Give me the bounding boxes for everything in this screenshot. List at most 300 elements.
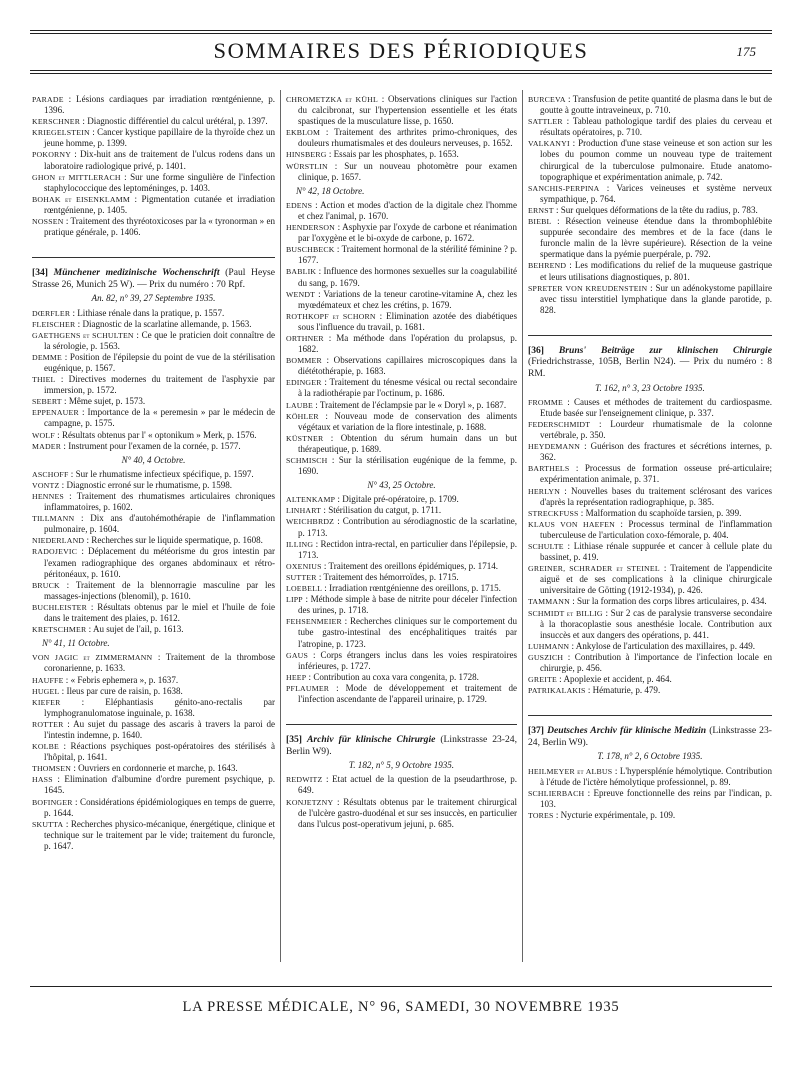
article-title: Recherches physico-mécanique, énergétique, clinique et technique sur le traitement par le vide; traitement du furoncle, p. 1647.	[44, 818, 275, 851]
article-title: Contribution au sérodiagnostic de la scarlatine, p. 1713.	[298, 516, 517, 538]
author: BUSCHBECK	[286, 245, 335, 255]
author: POKORNY	[32, 150, 72, 160]
article-title: Contribution à l'importance de l'infection locale en chirurgie, p. 456.	[540, 651, 773, 673]
article-title: Traitement des hémorroïdes, p. 1715.	[323, 571, 459, 582]
article-title: Irradiation rœntgénienne des oreillons, p. 1715.	[329, 583, 501, 594]
article-entry: TORES : Nycturie expérimentale, p. 109.	[528, 809, 676, 820]
article-entry: CHROMETZKA et KÜHL : Observations cliniques sur l'action du calcibronat, sur l'hypertension essentielle et les états spastiques de la musculature lisse, p. 1650.	[286, 94, 517, 127]
article-entry: HENNES : Traitement des rhumatismes articulaires chroniques inflammatoires, p. 1602.	[32, 491, 275, 513]
author: ERNST	[528, 205, 554, 215]
article-entry: LINHART : Stérilisation du catgut, p. 1711.	[286, 505, 442, 516]
article-entry: VALKANYI : Production d'une stase veineuse et son action sur les lobes du poumon comme un nouveau type de traitement chirurgical de la tuberculose pulmonaire. Etude anatomo-topographique et expérimentation animale, p. 742.	[528, 138, 772, 182]
article-entry: SCHMISCH : Sur la stérilisation eugénique de la femme, p. 1690.	[286, 455, 517, 477]
article-title: Diagnostic de la scarlatine allemande, p. 1563.	[82, 318, 252, 329]
article-entry: OXENIUS : Traitement des oreillons épidémiques, p. 1714.	[286, 560, 499, 571]
article-title: Déplacement du météorisme du gros intestin par l'examen radiographique des organes abdominaux et rétro-péritonéaux, p. 1610.	[44, 546, 275, 579]
article-entry: BEHREND : Les modifications du relief de la muqueuse gastrique et leurs utilisations diagnostiques, p. 801.	[528, 260, 772, 282]
journal-heading	[528, 345, 772, 380]
article-entry: FLEISCHER : Diagnostic de la scarlatine allemande, p. 1563.	[32, 318, 252, 329]
article-entry: SANCHIS-PERPINA : Varices veineuses et système nerveux sympathique, p. 764.	[528, 182, 773, 204]
journal-address: (Paul Heyse Strasse 26, Munich 25 W). — Prix du numéro : 70 Rpf.	[32, 267, 275, 290]
author: KERSCHNER	[32, 117, 81, 127]
issue-heading: N° 41, 11 Octobre.	[42, 638, 110, 649]
article-entry: EDENS : Action et modes d'action de la digitale chez l'homme et chez l'animal, p. 1670.	[286, 199, 517, 221]
article-title: Hématurie, p. 479.	[592, 685, 661, 696]
author: SANCHIS-PERPINA	[528, 183, 600, 193]
article-title: Nouvelles bases du traitement sclérosant des varices d'après la représentation radiographique, p. 385.	[540, 485, 773, 507]
article-entry: POKORNY : Dix-huit ans de traitement de l'ulcus rodens dans un laboratoire radiologique privé, p. 1401.	[32, 149, 275, 171]
article-entry: GREINER, SCHRADER et STEINEL : Traitement de l'appendicite aiguë et de ses complications à la clinique chirurgicale universitaire de Götting (1912-1934), p. 426.	[528, 563, 772, 596]
author: BOFINGER	[32, 797, 73, 807]
article-entry: BARTHELS : Processus de formation osseuse pré-articulaire; expérimentation animale, p. 371.	[528, 463, 773, 485]
author: HERLYN	[528, 486, 561, 496]
article-title: Cancer kystique papillaire de la thyroïde chez un jeune homme, p. 1399.	[44, 127, 275, 149]
article-entry: KERSCHNER : Diagnostic différentiel du calcul urétéral, p. 1397.	[32, 116, 268, 127]
article-entry: KRETSCHMER : Au sujet de l'ail, p. 1613.	[32, 624, 184, 635]
journal-title: Münchener medizinische Wochenschrift	[53, 267, 220, 279]
author: SKUTTA	[32, 819, 64, 829]
issue-heading: N° 40, 4 Octobre.	[121, 454, 186, 465]
article-entry: WÜRSTLIN : Sur un nouveau photomètre pour examen clinique, p. 1657.	[286, 160, 517, 182]
author: EKBLOM	[286, 128, 321, 138]
article-entry: FEDERSCHMIDT : Lourdeur rhumatismale de la colonne vertébrale, p. 350.	[528, 418, 772, 441]
author: HUGEL	[32, 686, 60, 696]
author: VALKANYI	[528, 139, 570, 149]
page-number: 175	[736, 44, 756, 59]
article-title: Elimination azotée des diabétiques sous l'influence du travail, p. 1681.	[298, 310, 517, 332]
article-entry: BABLIK : Influence des hormones sexuelles sur la coagulabilité du sang, p. 1679.	[286, 266, 517, 288]
article-title: Processus terminal de l'inflammation tuberculeuse de l'articulation coxo-fémorale, p. 404.	[540, 518, 772, 540]
author: LUHMANN	[528, 641, 570, 651]
article-title: Au sujet du passage des ascaris à travers la paroi de l'intestin indemne, p. 1640.	[44, 718, 275, 740]
article-entry: LIPP : Méthode simple à base de nitrite pour déceler l'infection des urines, p. 1718.	[286, 594, 517, 616]
article-title: Lésions cardiaques par irradiation rœntgénienne, p. 1396.	[44, 94, 275, 116]
article-title: Traitement des rhumatismes articulaires chroniques inflammatoires, p. 1602.	[44, 491, 275, 513]
article-title: Lithiase rénale dans la pratique, p. 1557.	[77, 307, 225, 318]
author: EDINGER	[286, 378, 322, 388]
article-title: Obtention du sérum humain dans un but thérapeutique, p. 1689.	[298, 432, 517, 454]
author: LAUBE	[286, 400, 313, 410]
author: TAMMANN	[528, 597, 570, 607]
article-title: Processus de formation osseuse pré-articulaire; expérimentation animale, p. 371.	[540, 463, 773, 485]
spacer	[528, 316, 772, 326]
journal-address: (Friedrichstrasse, 105B, Berlin N24). — Prix du numéro : 8 RM.	[528, 356, 772, 380]
article-entry: PARADE : Lésions cardiaques par irradiation rœntgénienne, p. 1396.	[32, 94, 275, 116]
author: BUCHLEISTER	[32, 602, 88, 612]
article-title: « Febris ephemera », p. 1637.	[70, 674, 179, 685]
article-title: Sur la stérilisation eugénique de la femme, p. 1690.	[298, 455, 517, 477]
article-title: Dix ans d'autohémothérapie de l'inflammation pulmonaire, p. 1604.	[44, 513, 275, 535]
article-title: Guérison des fractures et sécrétions internes, p. 362.	[540, 441, 772, 463]
author: RADOJEVIC	[32, 547, 78, 557]
author: SUTTER	[286, 572, 317, 582]
column-left	[32, 94, 275, 852]
article-entry: WENDT : Variations de la teneur carotine-vitamine A, chez les myœdémateux et chez les crétins, p. 1679.	[286, 288, 518, 310]
author: BOHAK et EISENKLAMM	[32, 194, 130, 204]
article-entry: EDINGER : Traitement du ténesme vésical ou rectal secondaire à la radiothérapie par l'octinum, p. 1686.	[286, 377, 517, 399]
author: REDWITZ	[286, 775, 323, 785]
author: DEMME	[32, 352, 63, 362]
journal-heading	[286, 734, 517, 757]
section-rule	[528, 715, 772, 716]
article-entry: ORTHNER : Ma méthode dans l'opération du prolapsus, p. 1682.	[286, 332, 517, 355]
header-rule	[30, 70, 772, 71]
article-entry: SATTLER : Tableau pathologique tardif des plaies du cerveau et résultats opératoires, p. 710.	[528, 116, 772, 138]
author: FEDERSCHMIDT	[528, 419, 591, 429]
journal-address: (Linkstrasse 23-24, Berlin W9).	[286, 734, 517, 757]
article-entry: SCHULTE : Lithiase rénale suppurée et cancer à cellule plate du bassinet, p. 419.	[528, 540, 772, 563]
article-entry: HINSBERG : Essais par les phosphates, p. 1653.	[286, 149, 459, 160]
spacer	[32, 238, 275, 248]
article-title: Traitement du ténesme vésical ou rectal secondaire à la radiothérapie par l'octinum, p. 1686.	[298, 377, 517, 399]
article-entry: GAUS : Corps étrangers inclus dans les voies respiratoires inférieures, p. 1727.	[286, 649, 517, 671]
page-title: SOMMAIRES DES PÉRIODIQUES	[213, 38, 589, 63]
article-entry: VON JAGIC et ZIMMERMANN : Traitement de la thrombose coronarienne, p. 1633.	[32, 652, 275, 674]
author: NIEDERLAND	[32, 536, 85, 546]
journal-title: Bruns' Beiträge zur klinischen Chirurgie	[558, 344, 772, 356]
author: KLAUS VON HAEFEN	[528, 519, 615, 529]
article-title: Eléphantiasis génito-ano-rectalis par lymphogranulomatose inguinale, p. 1638.	[44, 696, 275, 718]
article-entry: NOSSEN : Traitement des thyréotoxicoses par la « tyronorman » en pratique générale, p. 1406.	[32, 216, 276, 238]
article-entry: HAUFFE : « Febris ephemera », p. 1637.	[32, 674, 179, 685]
footer-rule	[30, 986, 772, 987]
author: KOLBE	[32, 742, 59, 752]
article-entry: TILLMANN : Dix ans d'autohémothérapie de l'inflammation pulmonaire, p. 1604.	[32, 513, 275, 535]
article-title: Rectidon intra-rectal, en particulier dans l'épilepsie, p. 1713.	[298, 538, 517, 560]
article-entry: SCHLIERBACH : Epreuve fonctionnelle des reins par l'indican, p. 103.	[528, 787, 772, 809]
article-title: Nycturie expérimentale, p. 109.	[560, 809, 676, 820]
author: SCHMIDT et BILLIG	[528, 608, 603, 618]
article-entry: GHON et MITTLERACH : Sur une forme singulière de l'infection staphylococcique des leptoméninges, p. 1403.	[32, 171, 275, 193]
article-entry: THOMSEN : Ouvriers en cordonnerie et marche, p. 1643.	[32, 763, 238, 774]
author: KÖHLER	[286, 411, 319, 421]
author: BABLIK	[286, 267, 317, 277]
article-entry: HENDERSON : Asphyxie par l'oxyde de carbone et réanimation par l'oxygène et le bi-oxyde de carbone, p. 1672.	[286, 222, 517, 244]
author: CHROMETZKA et KÜHL	[286, 95, 378, 104]
article-title: Au sujet de l'ail, p. 1613.	[92, 624, 184, 635]
article-entry: BUCHLEISTER : Résultats obtenus par le miel et l'huile de foie dans le traitement des plaies, p. 1612.	[32, 601, 275, 624]
article-entry: HEILMEYER et ALBUS : L'hyperspléníe hémolytique. Contribution à l'étude de l'ictère hémolytique professionnel, p. 89.	[528, 765, 773, 787]
issue-heading: T. 162, n° 3, 23 Octobre 1935.	[595, 382, 705, 393]
article-title: Lourdeur rhumatismale de la colonne vertébrale, p. 350.	[540, 418, 772, 441]
author: BURCEVA	[528, 95, 566, 104]
author: WOLF	[32, 430, 55, 440]
article-entry: THIEL : Directives modernes du traitement de l'asphyxie par immersion, p. 1572.	[32, 374, 275, 396]
author: WEICHBRDZ	[286, 517, 335, 527]
author: FEHSENMEIER	[286, 617, 342, 627]
article-entry: STRECKFUSS : Malformation du scaphoïde tarsien, p. 399.	[528, 507, 742, 518]
article-entry: FROMME : Causes et méthodes de traitement du cardiospasme. Etude basée sur l'enseignement clinique, p. 337.	[528, 396, 772, 418]
article-title: Résultats obtenus par le traitement chirurgical de l'ulcère gastro-duodénal et sur ses insuccès, en particulier dans l'ulcus post-operativum jejuni, p. 685.	[298, 796, 517, 829]
article-entry: DEMME : Position de l'épilepsie du point de vue de la stérilisation eugénique, p. 1567.	[32, 351, 275, 373]
author: HENNES	[32, 492, 64, 501]
article-entry: FEHSENMEIER : Recherches cliniques sur le comportement du tube gastro-intestinal des encéphalitiques traités par l'atropine, p. 1723.	[286, 616, 517, 649]
author: BOMMER	[286, 356, 322, 366]
author: VONTZ	[32, 480, 60, 490]
article-title: Réactions psychiques post-opératoires des stérilisés à l'hôpital, p. 1641.	[44, 741, 275, 763]
article-entry: KÖHLER : Nouveau mode de conservation des aliments végétaux et variation de la flore intestinale, p. 1688.	[286, 410, 517, 432]
article-entry: EKBLOM : Traitement des arthrites primo-chroniques, des douleurs rhumatismales et des douleurs nerveuses, p. 1652.	[286, 127, 517, 149]
author: OXENIUS	[286, 561, 322, 571]
article-title: Diagnostic différentiel du calcul urétéral, p. 1397.	[87, 116, 268, 127]
author: GUSZICH	[528, 652, 564, 662]
article-title: Transfusion de petite quantité de plasma dans le but de goutte à goutte intraveineux, p. 710.	[540, 94, 773, 116]
author: ORTHNER	[286, 333, 324, 343]
article-entry: SEBERT : Même sujet, p. 1573.	[32, 396, 146, 407]
article-title: Observations cliniques sur l'action du calcibronat, sur l'hypertension essentielle et les états spastiques de la musculature lisse, p. 1650.	[298, 94, 517, 127]
article-entry: PFLAUMER : Mode de développement et traitement de l'infection ascendante de l'appareil urinaire, p. 1729.	[286, 682, 517, 704]
author: KÜSTNER	[286, 433, 324, 443]
article-title: Pigmentation cutanée et irradiation rœntgénienne, p. 1405.	[44, 193, 275, 215]
author: GAUS	[286, 650, 309, 660]
article-entry: SUTTER : Traitement des hémorroïdes, p. 1715.	[286, 571, 459, 582]
article-title: Sur le rhumatisme infectieux spécifique, p. 1597.	[75, 468, 254, 479]
article-title: Traitement hormonal de la stérilité féminine ? p. 1677.	[298, 244, 518, 266]
author: EPPENAUER	[32, 408, 79, 418]
article-title: Ileus par cure de raisin, p. 1638.	[66, 685, 183, 696]
journal-number: [35]	[286, 734, 302, 746]
article-entry: SKUTTA : Recherches physico-mécanique, énergétique, clinique et technique sur le traitement par le vide; traitement du furoncle, p. 1647.	[32, 818, 275, 851]
article-title: Traitement des oreillons épidémiques, p. 1714.	[328, 560, 499, 571]
article-entry: BOHAK et EISENKLAMM : Pigmentation cutanée et irradiation rœntgénienne, p. 1405.	[32, 193, 275, 215]
article-title: Position de l'épilepsie du point de vue de la stérilisation eugénique, p. 1567.	[44, 351, 275, 373]
article-entry: KONJETZNY : Résultats obtenus par le traitement chirurgical de l'ulcère gastro-duodénal et sur ses insuccès, en particulier dans l'ulcus post-operativum jejuni, p. 685.	[286, 796, 517, 829]
article-title: Asphyxie par l'oxyde de carbone et réanimation par l'oxygène et le bi-oxyde de carbone, p. 1672.	[298, 222, 517, 244]
author: HINSBERG	[286, 150, 327, 160]
article-entry: HASS : Elimination d'albumine d'ordre purement psychique, p. 1645.	[32, 774, 275, 796]
author: LINHART	[286, 506, 322, 516]
author: ROTHKOPF et SCHORN	[286, 311, 376, 321]
article-title: Varices veineuses et système nerveux sympathique, p. 764.	[540, 182, 773, 204]
author: GREITE	[528, 675, 557, 685]
author: BIEBL	[528, 217, 552, 227]
issue-heading: T. 178, n° 2, 6 Octobre 1935.	[597, 751, 703, 762]
author: PATRIKALAKIS	[528, 686, 586, 696]
article-title: Essais par les phosphates, p. 1653.	[333, 149, 459, 160]
article-title: Sur la formation des corps libres articulaires, p. 434.	[576, 596, 767, 607]
article-title: Digitale pré-opératoire, p. 1709.	[342, 494, 459, 505]
journal-heading	[32, 267, 275, 290]
article-entry: TAMMANN : Sur la formation des corps libres articulaires, p. 434.	[528, 596, 767, 607]
article-title: Tableau pathologique tardif des plaies du cerveau et résultats opératoires, p. 710.	[540, 116, 772, 138]
author: ASCHOFF	[32, 469, 69, 479]
author: TILLMANN	[32, 514, 75, 524]
top-rule	[30, 30, 772, 31]
journal-number: [36]	[528, 344, 544, 356]
article-title: Recherches sur le liquide spermatique, p. 1608.	[91, 535, 263, 546]
article-title: L'hyperspléníe hémolytique. Contribution à l'étude de l'ictère hémolytique professionnel, p. 89.	[540, 765, 773, 787]
spacer	[286, 705, 517, 715]
article-entry: LAUBE : Traitement de l'éclampsie par le « Doryl », p. 1687.	[286, 399, 507, 410]
article-title: Etat actuel de la question de la pseudarthrose, p. 649.	[298, 774, 517, 796]
article-entry: DŒRFLER : Lithiase rénale dans la pratique, p. 1557.	[32, 307, 225, 318]
article-title: Sur 2 cas de paralysie transverse secondaire à la thoracoplastie sous anesthésie locale. Contribution aux insuccès et aux dangers des opérations, p. 441.	[540, 607, 772, 640]
journal-number: [37]	[528, 725, 544, 737]
article-title: Epreuve fonctionnelle des reins par l'indican, p. 103.	[540, 787, 772, 809]
journal-title: Deutsches Archiv für klinische Medizin	[547, 725, 707, 737]
article-title: Considérations épidémiologiques en temps de guerre, p. 1644.	[44, 796, 275, 818]
article-title: Traitement des thyréotoxicoses par la « tyronorman » en pratique générale, p. 1406.	[44, 216, 276, 238]
article-entry: BRUCK : Traitement de la blennorragie masculine par les massages-injections (blenomil), p. 1610.	[32, 579, 275, 601]
article-title: Traitement de la thrombose coronarienne, p. 1633.	[44, 652, 275, 674]
article-title: Sur un adénokystome papillaire avec tissu interstitiel lymphatique dans la glande parotide, p. 828.	[540, 282, 772, 315]
author: HENDERSON	[286, 223, 336, 233]
article-title: Nouveau mode de conservation des aliments végétaux et variation de la flore intestinale, p. 1688.	[298, 410, 517, 432]
article-title: Résection veineuse étendue dans la thrombophlébite suppurée secondaire des membres et de la face (dans le furoncle malin de la lèvre supérieure). Résection de la veine spermatique dans la pyémie puerpérale, p. 792.	[540, 216, 772, 260]
article-entry: HERLYN : Nouvelles bases du traitement sclérosant des varices d'après la représentation radiographique, p. 385.	[528, 485, 773, 507]
article-title: Production d'une stase veineuse et son action sur les lobes du poumon comme un nouveau type de traitement chirurgical de la tuberculose pulmonaire. Etude anatomo-topographique et expérimentation animale, p. 742.	[540, 138, 772, 182]
author: THOMSEN	[32, 764, 72, 774]
article-title: Lithiase rénale suppurée et cancer à cellule plate du bassinet, p. 419.	[540, 540, 772, 563]
article-title: Traitement de l'éclampsie par le « Doryl », p. 1687.	[319, 399, 507, 410]
issue-heading: T. 182, n° 5, 9 Octobre 1935.	[348, 760, 455, 771]
author: ROTTER	[32, 719, 64, 729]
author: HAUFFE	[32, 675, 64, 685]
article-title: Ce que le praticien doit connaître de la sérologie, p. 1563.	[44, 329, 275, 351]
author: GHON et MITTLERACH	[32, 172, 121, 182]
article-entry: REDWITZ : Etat actuel de la question de la pseudarthrose, p. 649.	[286, 774, 517, 796]
article-entry: VONTZ : Diagnostic erroné sur le rhumatisme, p. 1598.	[32, 479, 233, 490]
author: KIEFER	[32, 697, 61, 707]
article-title: Contribution au coxa vara congenita, p. 1728.	[313, 671, 479, 682]
author: PFLAUMER	[286, 683, 330, 693]
author: BEHREND	[528, 261, 567, 271]
author: LOEBELL	[286, 584, 323, 594]
article-title: Action et modes d'action de la digitale chez l'homme et chez l'animal, p. 1670.	[298, 199, 517, 221]
article-title: Mode de développement et traitement de l'infection ascendante de l'appareil urinaire, p. 1729.	[298, 682, 517, 704]
article-title: Influence des hormones sexuelles sur la coagulabilité du sang, p. 1679.	[298, 266, 517, 288]
article-title: Ouvriers en cordonnerie et marche, p. 1643.	[78, 763, 238, 774]
author: NOSSEN	[32, 217, 64, 227]
article-entry: BOFINGER : Considérations épidémiologiques en temps de guerre, p. 1644.	[32, 796, 275, 818]
article-entry: BOMMER : Observations capillaires microscopiques dans la diététothérapie, p. 1683.	[286, 355, 517, 377]
article-title: Malformation du scaphoïde tarsien, p. 399.	[585, 507, 742, 518]
article-title: Variations de la teneur carotine-vitamine A, chez les myœdémateux et chez les crétins, p. 1679.	[298, 288, 518, 310]
author: SPRETER VON KREUDENSTEIN	[528, 283, 648, 293]
journal-number: [34]	[32, 267, 48, 279]
spacer	[528, 696, 772, 706]
article-entry: BIEBL : Résection veineuse étendue dans la thrombophlébite suppurée secondaire des membres et de la face (dans le furoncle malin de la lèvre supérieure). Résection de la veine spermatique dans la pyémie puerpérale, p. 792.	[528, 216, 772, 260]
column-divider	[280, 90, 281, 962]
article-title: Sur quelques déformations de la tête du radius, p. 783.	[560, 204, 758, 215]
article-title: Directives modernes du traitement de l'asphyxie par immersion, p. 1572.	[44, 374, 275, 396]
author: GREINER, SCHRADER et STEINEL	[528, 564, 660, 574]
column-divider	[522, 90, 523, 962]
top-rule-inner	[30, 33, 772, 34]
article-title: Sur une forme singulière de l'infection staphylococcique des leptoméninges, p. 1403.	[44, 171, 275, 193]
author: PARADE	[32, 95, 64, 104]
article-entry: ALTENKAMP : Digitale pré-opératoire, p. 1709.	[286, 494, 459, 505]
article-title: Observations capillaires microscopiques dans la diététothérapie, p. 1683.	[298, 355, 517, 377]
journal-heading	[528, 725, 772, 748]
page-header	[30, 38, 772, 68]
author: HEYDEMANN	[528, 442, 581, 452]
author: GAETHGENS et SCHULTEN	[32, 330, 134, 340]
article-title: Résultats obtenus par l' « optonikum » Merk, p. 1576.	[61, 429, 257, 440]
article-title: Traitement des arthrites primo-chroniques, des douleurs rhumatismales et des douleurs nerveuses, p. 1652.	[298, 127, 517, 149]
column-middle	[286, 94, 517, 830]
article-title: Méthode simple à base de nitrite pour déceler l'infection des urines, p. 1718.	[298, 594, 517, 616]
article-title: Résultats obtenus par le miel et l'huile de foie dans le traitement des plaies, p. 1612.	[44, 601, 275, 624]
article-entry: ILLING : Rectidon intra-rectal, en particulier dans l'épilepsie, p. 1713.	[286, 538, 517, 560]
issue-heading: N° 43, 25 Octobre.	[367, 480, 436, 491]
author: EDENS	[286, 200, 313, 210]
issue-heading: An. 82, n° 39, 27 Septembre 1935.	[91, 293, 216, 304]
article-entry: NIEDERLAND : Recherches sur le liquide spermatique, p. 1608.	[32, 535, 263, 546]
author: BRUCK	[32, 580, 60, 590]
author: LIPP	[286, 595, 303, 605]
article-entry: GAETHGENS et SCHULTEN : Ce que le praticien doit connaître de la sérologie, p. 1563.	[32, 329, 275, 351]
article-entry: HEYDEMANN : Guérison des fractures et sécrétions internes, p. 362.	[528, 441, 772, 463]
article-entry: ASCHOFF : Sur le rhumatisme infectieux spécifique, p. 1597.	[32, 468, 254, 479]
author: SCHULTE	[528, 541, 564, 551]
article-entry: RADOJEVIC : Déplacement du météorisme du gros intestin par l'examen radiographique des organes abdominaux et rétro-péritonéaux, p. 1610.	[32, 546, 275, 579]
column-right	[528, 94, 772, 821]
author: MADER	[32, 441, 62, 451]
article-title: Importance de la « peremesin » par le médecin de campagne, p. 1575.	[44, 407, 275, 429]
author: DŒRFLER	[32, 308, 71, 318]
article-entry: BURCEVA : Transfusion de petite quantité de plasma dans le but de goutte à goutte intraveineux, p. 710.	[528, 94, 773, 116]
author: SEBERT	[32, 397, 62, 407]
article-entry: GREITE : Apoplexie et accident, p. 464.	[528, 674, 672, 685]
article-entry: KOLBE : Réactions psychiques post-opératoires des stérilisés à l'hôpital, p. 1641.	[32, 741, 275, 763]
article-entry: GUSZICH : Contribution à l'importance de l'infection locale en chirurgie, p. 456.	[528, 651, 773, 673]
author: SCHMISCH	[286, 456, 328, 465]
article-title: Diagnostic erroné sur le rhumatisme, p. 1598.	[66, 479, 233, 490]
author: HEEP	[286, 672, 307, 682]
author: KRETSCHMER	[32, 625, 87, 635]
article-title: Ma méthode dans l'opération du prolapsus, p. 1682.	[298, 332, 517, 355]
article-entry: SPRETER VON KREUDENSTEIN : Sur un adénokystome papillaire avec tissu interstitiel lymphatique dans la glande parotide, p. 828.	[528, 282, 772, 315]
article-entry: KÜSTNER : Obtention du sérum humain dans un but thérapeutique, p. 1689.	[286, 432, 517, 454]
article-title: Instrument pour l'examen de la cornée, p. 1577.	[68, 440, 241, 451]
author: WÜRSTLIN	[286, 161, 328, 171]
article-entry: BUSCHBECK : Traitement hormonal de la stérilité féminine ? p. 1677.	[286, 244, 518, 266]
author: ALTENKAMP	[286, 495, 336, 505]
article-title: Causes et méthodes de traitement du cardiospasme. Etude basée sur l'enseignement clinique, p. 337.	[540, 396, 772, 418]
article-entry: ERNST : Sur quelques déformations de la tête du radius, p. 783.	[528, 204, 758, 215]
author: KRIEGELSTEIN	[32, 128, 90, 138]
article-entry: ROTHKOPF et SCHORN : Elimination azotée des diabétiques sous l'influence du travail, p. 1681.	[286, 310, 517, 332]
article-entry: KIEFER : Eléphantiasis génito-ano-rectalis par lymphogranulomatose inguinale, p. 1638.	[32, 696, 275, 718]
article-title: Traitement de l'appendicite aiguë et de ses complications à la clinique chirurgicale universitaire de Götting (1912-1934), p. 426.	[540, 563, 772, 596]
article-entry: PATRIKALAKIS : Hématurie, p. 479.	[528, 685, 661, 696]
author: THIEL	[32, 375, 56, 385]
author: HASS	[32, 775, 53, 785]
author: ILLING	[286, 539, 314, 549]
section-rule	[32, 257, 275, 258]
author: WENDT	[286, 289, 316, 299]
author: FROMME	[528, 397, 563, 407]
author: STRECKFUSS	[528, 508, 579, 518]
article-entry: EPPENAUER : Importance de la « peremesin » par le médecin de campagne, p. 1575.	[32, 407, 275, 429]
article-title: Stérilisation du catgut, p. 1711.	[328, 505, 442, 516]
page-footer: LA PRESSE MÉDICALE, N° 96, SAMEDI, 30 NOVEMBRE 1935	[182, 999, 620, 1015]
section-rule	[528, 335, 772, 336]
article-entry: KLAUS VON HAEFEN : Processus terminal de l'inflammation tuberculeuse de l'articulation coxo-fémorale, p. 404.	[528, 518, 772, 540]
article-entry: HEEP : Contribution au coxa vara congenita, p. 1728.	[286, 671, 479, 682]
article-entry: LUHMANN : Ankylose de l'articulation des maxillaires, p. 449.	[528, 640, 756, 651]
author: SATTLER	[528, 117, 563, 127]
article-entry: SCHMIDT et BILLIG : Sur 2 cas de paralysie transverse secondaire à la thoracoplastie sous anesthésie locale. Contribution aux insuccès et aux dangers des opérations, p. 441.	[528, 607, 772, 640]
article-entry: ROTTER : Au sujet du passage des ascaris à travers la paroi de l'intestin indemne, p. 1640.	[32, 718, 275, 740]
article-entry: MADER : Instrument pour l'examen de la cornée, p. 1577.	[32, 440, 241, 451]
article-entry: WEICHBRDZ : Contribution au sérodiagnostic de la scarlatine, p. 1713.	[286, 516, 517, 538]
article-title: Dix-huit ans de traitement de l'ulcus rodens dans un laboratoire radiologique privé, p. 1401.	[44, 149, 275, 171]
article-title: Corps étrangers inclus dans les voies respiratoires inférieures, p. 1727.	[298, 649, 517, 671]
article-entry: HUGEL : Ileus par cure de raisin, p. 1638.	[32, 685, 183, 696]
article-title: Elimination d'albumine d'ordre purement psychique, p. 1645.	[44, 774, 275, 796]
